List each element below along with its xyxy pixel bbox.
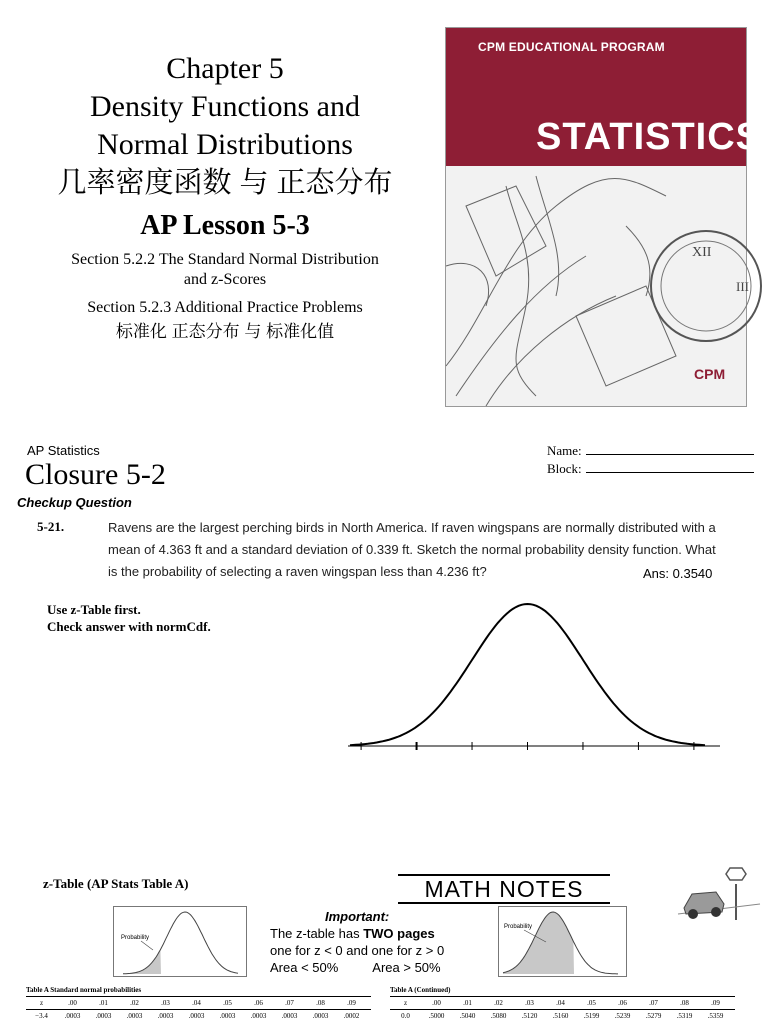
important-line: one for z < 0 and one for z > 0 [270,943,445,958]
table-cell: z [39,999,44,1007]
block-line [586,460,754,473]
cover-title: STATISTICS [536,116,763,158]
block-label: Block: [547,461,582,476]
cover-program: CPM EDUCATIONAL PROGRAM [478,40,665,54]
table-cell: .04 [556,999,565,1007]
graph-label: Probability [121,935,150,941]
important-emphasis: TWO pages [363,926,435,941]
table-cell: .5000 [428,1012,445,1020]
table-cell: .5279 [645,1012,662,1020]
table-cell: .0003 [312,1012,329,1020]
name-field [547,442,754,460]
name-label: Name: [547,443,582,458]
area-right: Area > 50% [372,960,441,975]
table-cell: .05 [587,999,596,1007]
important-line [270,959,444,976]
table-cell: .06 [618,999,627,1007]
chapter-line: Density Functions and [90,90,360,123]
checkup-label: Checkup Question [17,495,132,510]
table-columns [26,999,371,1007]
table-cell: .01 [463,999,472,1007]
table-cell: .04 [192,999,201,1007]
table-cell: .0003 [250,1012,267,1020]
table-cell: .5120 [521,1012,538,1020]
table-cell: .03 [525,999,534,1007]
answer-text: Ans: 0.3540 [643,566,713,581]
table-cell: .05 [223,999,232,1007]
important-line [270,925,444,942]
table-cell: .0002 [343,1012,360,1020]
math-notes-banner: MATH NOTES [398,874,610,904]
book-cover [445,27,763,407]
table-cell: .0003 [281,1012,298,1020]
lesson-title-block [20,50,430,342]
table-a-right [390,986,735,1020]
chapter-heading [20,50,430,202]
table-cell: .5199 [583,1012,600,1020]
table-cell: .5239 [614,1012,631,1020]
table-a-left [26,986,371,1020]
table-row [26,1012,371,1020]
block-field [547,460,754,478]
svg-text:III: III [736,279,749,294]
left-probability-graph [113,906,248,978]
right-probability-graph [498,906,628,978]
table-cell: .0003 [64,1012,81,1020]
section-line: Section 5.2.2 The Standard Normal Distribution [71,251,379,268]
course-label: AP Statistics [27,443,100,458]
section-list [20,250,430,342]
chapter-line: Normal Distributions [97,128,353,161]
section-line: Section 5.2.3 Additional Practice Problems [87,299,363,316]
normal-curve-sketch [340,600,730,760]
table-cell: .08 [316,999,325,1007]
table-cell: .02 [130,999,139,1007]
table-cell: −3.4 [35,1012,48,1020]
section-line: and z-Scores [183,271,267,288]
name-block-fields [547,442,754,478]
problem-text: Ravens are the largest perching birds in North America. If raven wingspans are normally distributed with a mean of 4.363 ft and a standard deviation of 0.339 ft. Sketch the normal probability density function. What is the probability of selecting a raven wingspan less than 4.236 ft? [108,520,716,579]
graph-label: Probability [504,924,533,930]
table-cell: .5359 [707,1012,724,1020]
table-heading: Table A Standard normal probabilities [26,986,142,994]
table-cell: .06 [254,999,263,1007]
table-cell: .0003 [219,1012,236,1020]
table-cell: .0003 [95,1012,112,1020]
cpm-logo: CPM [694,366,726,382]
car-stop-sign-icon [678,864,760,928]
name-line [586,442,754,455]
table-cell: .07 [649,999,658,1007]
table-cell: .5160 [552,1012,569,1020]
clock-icon [651,231,761,341]
table-cell: .0003 [126,1012,143,1020]
table-cell: .09 [711,999,720,1007]
important-title: Important: [324,909,390,924]
section-chinese: 标准化 正态分布 与 标准化值 [115,322,335,341]
table-cell: .5040 [459,1012,476,1020]
lesson-heading: AP Lesson 5-3 [140,210,310,241]
table-cell: .08 [680,999,689,1007]
table-cell: .03 [161,999,170,1007]
closure-title: Closure 5-2 [25,458,166,491]
bell-curve [350,604,705,745]
chinese-title: 几率密度函数 与 正态分布 [57,167,393,199]
problem-number: 5-21. [37,519,65,534]
table-cell: 0.0 [401,1012,410,1020]
table-cell: .02 [494,999,503,1007]
table-row [390,1012,735,1020]
chapter-line: Chapter 5 [166,52,284,85]
table-cell: .00 [432,999,441,1007]
area-left: Area < 50% [270,960,339,975]
table-columns [390,999,735,1007]
instruction-line: Use z-Table first. [47,602,141,617]
table-cell: .5319 [676,1012,693,1020]
table-cell: .01 [99,999,108,1007]
svg-text:XII: XII [692,245,712,260]
ztable-title: z-Table (AP Stats Table A) [43,876,189,891]
table-cell: .0003 [188,1012,205,1020]
table-cell: z [403,999,408,1007]
instruction-line: Check answer with normCdf. [47,619,211,634]
table-cell: .0003 [157,1012,174,1020]
table-cell: .00 [68,999,77,1007]
table-cell: .07 [285,999,294,1007]
table-cell: .09 [347,999,356,1007]
instructions [47,601,211,635]
important-note [270,908,444,976]
important-line-text: The z-table has [270,926,364,941]
table-heading: Table A (Continued) [390,986,451,994]
table-cell: .5080 [490,1012,507,1020]
